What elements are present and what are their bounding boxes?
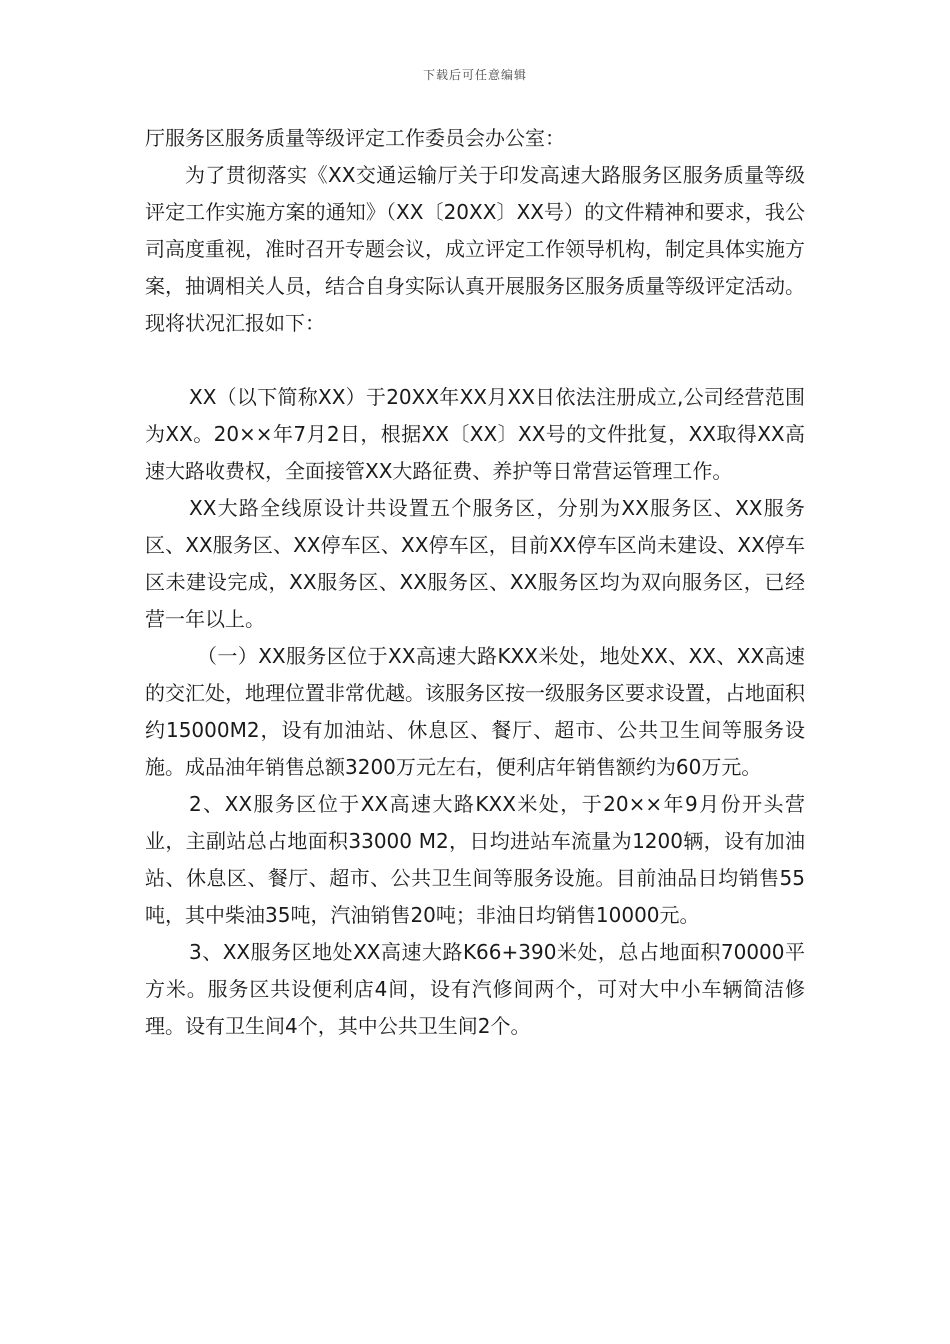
document-body xyxy=(145,120,805,1045)
service-area-1-paragraph: （一）XX服务区位于XX高速大路KXX米处，地处XX、XX、XX高速的交汇处，地理位置非常优越。该服务区按一级服务区要求设置，占地面积约15000M2，设有加油站、休息区、餐厅、超市、公共卫生间等服务设施。成品油年销售总额3200万元左右，便利店年销售额约为60万元。 xyxy=(145,644,805,779)
blank-line xyxy=(145,342,805,379)
service-areas-paragraph: XX大路全线原设计共设置五个服务区，分别为XX服务区、XX服务区、XX服务区、XX停车区、XX停车区，目前XX停车区尚未建设、XX停车区未建设完成，XX服务区、XX服务区、XX服务区均为双向服务区，已经营一年以上。 xyxy=(145,496,805,631)
service-area-2-paragraph: 2、XX服务区位于XX高速大路KXX米处，于20××年9月份开头营业，主副站总占地面积33000 M2，日均进站车流量为1200辆，设有加油站、休息区、餐厅、超市、公共卫生间等服务设施。目前油品日均销售55吨，其中柴油35吨，汽油销售20吨；非油日均销售10000元。 xyxy=(145,792,805,927)
company-paragraph: XX（以下简称XX）于20XX年XX月XX日依法注册成立,公司经营范围为XX。20××年7月2日，根据XX〔XX〕XX号的文件批复，XX取得XX高速大路收费权，全面接管XX大路征费、养护等日常营运管理工作。 xyxy=(145,385,805,483)
addressee-line: 厅服务区服务质量等级评定工作委员会办公室： xyxy=(145,126,565,150)
header-note: 下载后可任意编辑 xyxy=(422,68,527,82)
intro-paragraph: 为了贯彻落实《XX交通运输厅关于印发高速大路服务区服务质量等级评定工作实施方案的通知》（XX〔20XX〕XX号）的文件精神和要求，我公司高度重视，准时召开专题会议，成立评定工作领导机构，制定具体实施方案，抽调相关人员，结合自身实际认真开展服务区服务质量等级评定活动。现将状况汇报如下： xyxy=(145,163,805,335)
service-area-3-paragraph: 3、XX服务区地处XX高速大路K66+390米处，总占地面积70000平方米。服务区共设便利店4间，设有汽修间两个，可对大中小车辆简洁修理。设有卫生间4个，其中公共卫生间2个。 xyxy=(145,940,805,1038)
